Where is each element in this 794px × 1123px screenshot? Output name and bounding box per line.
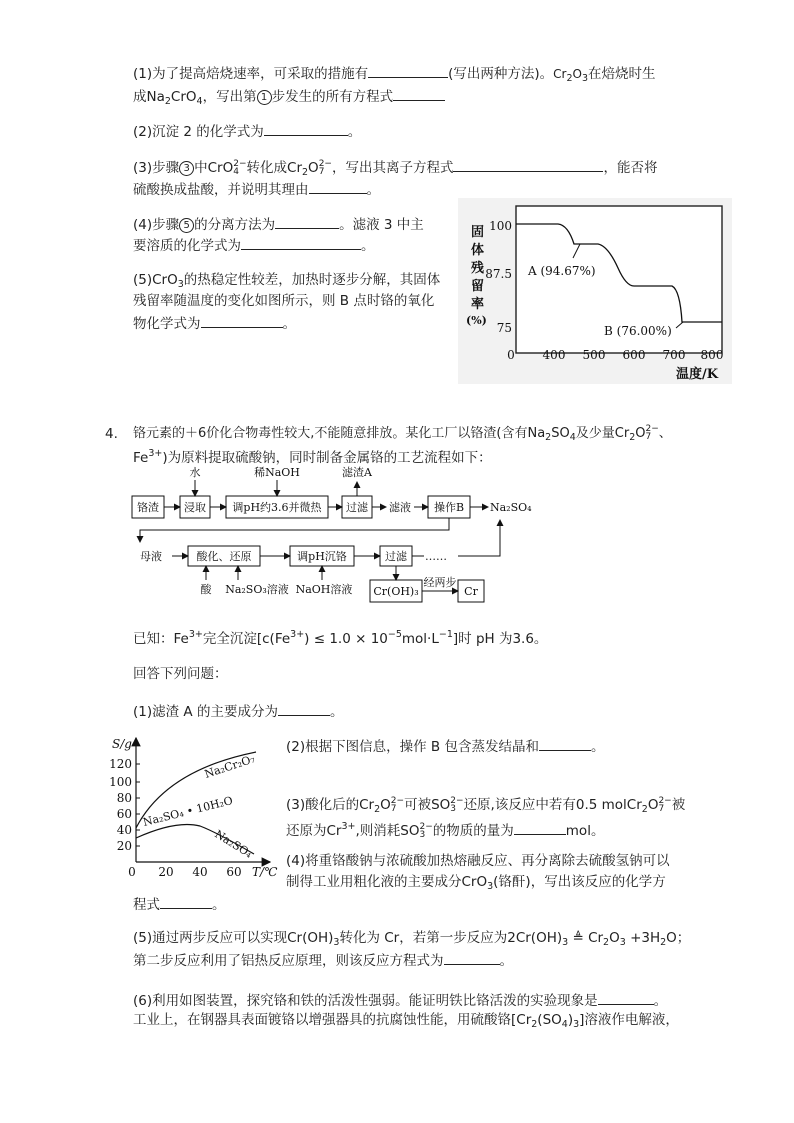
flow-label: …… [425, 550, 447, 563]
step-number-circle: 3 [179, 161, 194, 176]
flow-arrow [458, 520, 500, 556]
ylabel-char: 固 [471, 225, 485, 240]
solubility-chart [106, 730, 284, 886]
x-tick-label: 0 [128, 865, 136, 879]
flow-label: 水 [189, 466, 201, 479]
q4-sub4-line3: 程式 。 [133, 894, 226, 914]
q3-part3-line1: (3)步骤 3 中CrO2− 4 转化成$Cr_2O2-$ 7 ，写出其离子方程式 ，能否将 [133, 159, 658, 178]
label-na2so4: Na₂SO₄ [212, 827, 255, 861]
ylabel-char: 体 [471, 243, 485, 258]
x-axis-label: T/℃ [252, 865, 278, 879]
q4-sub6-line1: (6)利用如图装置，探究铬和铁的活泼性强弱。能证明铁比铬活泼的实验现象是 。 [133, 990, 667, 1010]
x-tick-label: 60 [226, 865, 242, 879]
flow-label: Cr [464, 585, 478, 598]
q4-known: 已知：$Fe^{3+}$完全沉淀$[c(Fe^{3+}) \le 1.0 \times 10^{-5}mol\cdot L^{-1}]$时 pH 为3.6。 [133, 629, 548, 647]
flow-label: 调pH约3.6并微热 [232, 501, 322, 514]
step-number-circle: 1 [257, 90, 272, 105]
q4-intro-line1: 铬元素的＋6价化合物毒性较大,不能随意排放。某化工厂以铬渣(含有$Na_2SO_4$及少量$Cr_2O2-$ 7 、 [133, 424, 672, 443]
flow-label: NaOH溶液 [295, 583, 353, 596]
answer-blank[interactable] [241, 235, 361, 250]
answer-blank[interactable] [444, 950, 500, 965]
y-tick-label: 80 [116, 791, 132, 805]
q4-sub3-line2: 还原为$Cr^{3+}$,则消耗SO2− 3 的物质的量为 mol。 [286, 821, 605, 840]
ylabel-char: 率 [471, 297, 485, 312]
y-tick-label: 87.5 [485, 267, 512, 281]
answer-blank[interactable] [264, 121, 348, 136]
flow-label: 滤渣A [342, 466, 372, 479]
answer-blank[interactable] [598, 990, 654, 1005]
q4-sub4-line2: 制得工业用粗化液的主要成分CrO$_3$(铬酐)，写出该反应的化学方 [286, 874, 666, 892]
flow-label: 浸取 [184, 501, 206, 514]
answer-blank[interactable] [275, 214, 339, 229]
y-tick-label: 20 [116, 839, 132, 853]
ylabel-char: 留 [471, 279, 485, 294]
point-a-label: A (94.67%) [528, 264, 596, 278]
q3-part1-line1: (1)为了提高焙烧速率，可采取的措施有 (写出两种方法)。$Cr_2O_3$在焙烧时生 [133, 63, 656, 88]
q4-sub5-line2: 第二步反应利用了铝热反应原理，则该反应方程式为 。 [133, 950, 513, 970]
process-flowchart [128, 462, 548, 606]
q3-part5-line3: 物化学式为 。 [133, 313, 296, 333]
x-tick-label: 600 [622, 348, 646, 362]
flow-label: 过滤 [346, 501, 368, 514]
answer-blank[interactable] [514, 820, 566, 835]
flow-label: Cr(OH)₃ [373, 585, 419, 598]
answer-blank[interactable] [278, 701, 330, 716]
q4-sub3-line1: (3)酸化后的$Cr_2O2-$ 7 可被SO2− 3 还原,该反应中若有0.5 molCr$_2$O2− 7 被 [286, 796, 686, 815]
q4-sub4-line1: (4)将重铬酸钠与浓硫酸加热熔融反应、再分离除去硫酸氢钠可以 [286, 853, 670, 869]
y-tick-label: 60 [116, 807, 132, 821]
q4-number: 4. [105, 426, 118, 442]
q4-sub1: (1)滤渣 A 的主要成分为 。 [133, 701, 343, 721]
answer-blank[interactable] [453, 157, 603, 172]
q4-sub6-line2: 工业上，在钢器具表面镀铬以增强器具的抗腐蚀性能，用硫酸铬$[Cr_2(SO_4)_3]$溶液作电解液， [133, 1012, 679, 1030]
y-tick-label: 40 [116, 823, 132, 837]
flow-arrow [140, 518, 449, 542]
flow-label: 母液 [140, 550, 162, 563]
flow-label: 酸化、还原 [196, 550, 252, 563]
ylabel-char: 残 [471, 261, 485, 276]
answer-blank[interactable] [393, 86, 445, 101]
q4-intro-line2: $Fe^{3+}$)为原料提取硫酸钠，同时制备金属铬的工艺流程如下： [133, 448, 492, 466]
q4-sub5-line1: (5)通过两步反应可以实现$Cr(OH)_3$转化为 Cr，若第一步反应为$2Cr(OH)_3$ ≜ $Cr_2O_3 +3H_2O$； [133, 930, 691, 948]
q4-answer-prompt: 回答下列问题： [133, 666, 228, 682]
flow-label: 滤液 [389, 501, 411, 514]
answer-blank[interactable] [368, 63, 448, 78]
tga-chart [458, 198, 732, 384]
y-tick-label: 100 [109, 775, 132, 789]
q3-part4-line2: 要溶质的化学式为 。 [133, 235, 375, 255]
x-axis-label: 温度/K [676, 367, 719, 382]
y-axis-label: S/g [112, 737, 132, 751]
x-tick-label: 700 [662, 348, 686, 362]
x-tick-label: 800 [700, 348, 724, 362]
q3-part4-line1: (4)步骤 5 的分离方法为 。滤液 3 中主 [133, 214, 424, 234]
flow-label: 操作B [433, 501, 465, 514]
flow-label: 经两步 [423, 576, 457, 589]
y-tick-label: 75 [496, 321, 512, 335]
point-b-label: B (76.00%) [604, 324, 672, 338]
q3-part5-line2: 残留率随温度的变化如图所示，则 B 点时铬的氧化 [133, 293, 435, 309]
flow-label: 稀NaOH [254, 466, 300, 479]
x-tick-label: 40 [192, 865, 208, 879]
flow-label: 过滤 [385, 550, 407, 563]
q3-part1-line2: 成$Na_2CrO_4$，写出第 1 步发生的所有方程式 [133, 86, 445, 111]
answer-blank[interactable] [201, 313, 283, 328]
answer-blank[interactable] [309, 179, 367, 194]
ylabel-unit: (%) [466, 314, 487, 327]
label-na2cr2o7: Na₂Cr₂O₇ [202, 752, 257, 781]
flow-label: 调pH沉铬 [297, 550, 347, 563]
q3-part2: (2)沉淀 2 的化学式为 。 [133, 121, 361, 141]
q3-part5-line1: (5)CrO$_3$的热稳定性较差，加热时逐步分解，其固体 [133, 272, 441, 290]
y-tick-label: 120 [109, 757, 132, 771]
x-tick-label: 20 [158, 865, 174, 879]
step-number-circle: 5 [179, 218, 194, 233]
q4-sub2: (2)根据下图信息，操作 B 包含蒸发结晶和 。 [286, 736, 604, 756]
flow-label: 铬渣 [137, 501, 159, 514]
flow-label: Na₂SO₃溶液 [225, 583, 289, 596]
q3-part3-line2: 硫酸换成盐酸，并说明其理由 。 [133, 179, 380, 199]
flow-label: Na₂SO₄ [490, 501, 532, 514]
answer-blank[interactable] [539, 736, 591, 751]
answer-blank[interactable] [160, 894, 212, 909]
x-tick-label: 0 [507, 348, 515, 362]
flow-label: 酸 [200, 583, 212, 596]
x-tick-label: 400 [542, 348, 566, 362]
x-tick-label: 500 [582, 348, 606, 362]
y-tick-label: 100 [489, 219, 512, 233]
label-na2so4-hydrate: Na₂SO₄ • 10H₂O [141, 794, 235, 829]
